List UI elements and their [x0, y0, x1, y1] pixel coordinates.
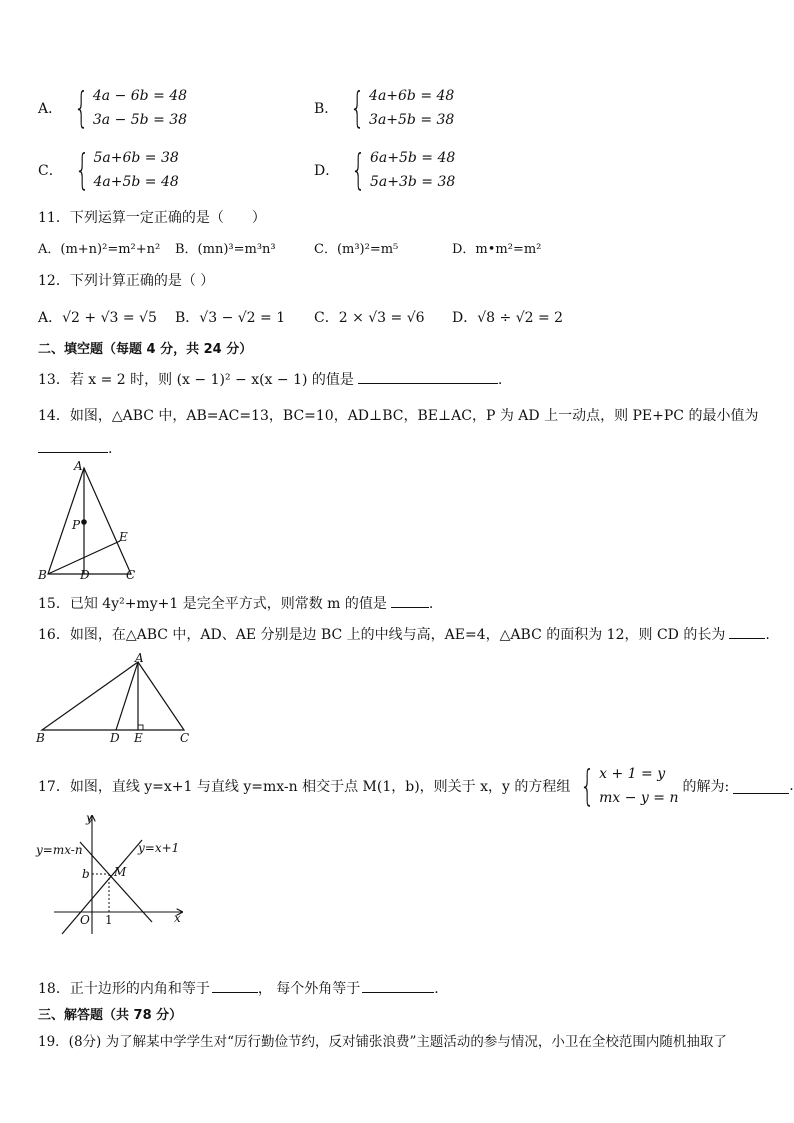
q11-option-b: B．(mn)³=m³n³	[175, 242, 276, 257]
triangle-abc	[42, 662, 184, 730]
q16	[38, 624, 770, 644]
label-m: M	[114, 865, 127, 879]
q14-answer	[38, 438, 112, 457]
brace-icon: {	[350, 83, 366, 132]
q12-option-a-expr: √2 + √3 = √5	[62, 310, 157, 326]
label-a: A	[135, 652, 144, 665]
q11-option-c: C．(m³)²=m⁵	[314, 242, 399, 257]
q12-option-c-label: C．	[314, 310, 339, 326]
q13	[38, 369, 502, 389]
q10-d-eq2: 5a+3b = 38	[369, 174, 456, 190]
label-c: C	[180, 731, 190, 745]
q10-b-eq1: 4a+6b = 48	[369, 88, 455, 104]
origin-label: O	[80, 913, 90, 927]
q12-option-b	[175, 307, 285, 327]
q16-figure	[34, 652, 194, 746]
q14-answer-blank[interactable]	[38, 438, 108, 453]
label-d: D	[80, 568, 90, 582]
q10-option-b	[314, 84, 454, 132]
q10-option-d	[314, 146, 455, 194]
q13-text: 13．若 x = 2 时，则 (x − 1)² − x(x − 1) 的值是	[38, 372, 354, 388]
brace-icon: {	[351, 145, 366, 194]
label-b: b	[82, 867, 90, 881]
q11-option-d: D．m•m²=m²	[452, 242, 542, 257]
label-b: B	[38, 568, 47, 582]
q11-option-a: A．(m+n)²=m²+n²	[38, 242, 161, 257]
q16-answer-blank[interactable]	[729, 624, 765, 639]
q19-text: 19．(8分) 为了解某中学学生对“厉行勤俭节约，反对铺张浪费”主题活动的参与情况，小卫在全校范围内随机抽取了	[38, 1034, 727, 1050]
q18-text: 18．正十边形的内角和等于	[38, 981, 210, 997]
q14-end: .	[108, 441, 113, 457]
q12-option-b-label: B．	[175, 310, 200, 326]
section-answer-title: 三、解答题（共 78 分）	[38, 1008, 183, 1023]
q17-text: 17．如图，直线 y=x+1 与直线 y=mx-n 相交于点 M(1，b)，则关于 x，y 的方程组	[38, 779, 571, 795]
q14-text: 14．如图，△ABC 中，AB=AC=13，BC=10，AD⊥BC，BE⊥AC，P 为 AD 上一动点，则 PE+PC 的最小值为	[38, 408, 759, 424]
q10-option-a-label: A．	[38, 101, 63, 117]
q17-text-after: 的解为:	[682, 779, 730, 795]
brace-icon: {	[74, 145, 90, 194]
axis-label-x: x	[174, 911, 181, 925]
label-e: E	[134, 731, 143, 745]
q15	[38, 593, 433, 613]
q17-eq1: x + 1 = y	[599, 766, 666, 782]
q10-option-d-label: D．	[314, 163, 340, 179]
label-p: P	[72, 518, 81, 532]
section-fill-in-title: 二、填空题（每题 4 分，共 24 分）	[38, 342, 253, 357]
q16-end: .	[765, 627, 770, 643]
q12-option-d	[452, 307, 563, 327]
label-a: A	[74, 459, 83, 473]
triangle-abc	[48, 468, 131, 574]
q10-d-eq1: 6a+5b = 48	[369, 150, 456, 166]
q10-a-eq1: 4a − 6b = 48	[92, 88, 188, 104]
q10-option-c-label: C．	[38, 163, 63, 179]
q15-answer-blank[interactable]	[391, 593, 429, 608]
q13-answer-blank[interactable]	[358, 369, 498, 384]
q12-option-a-label: A．	[38, 310, 63, 326]
q12-stem: 12．下列计算正确的是（ ）	[38, 273, 215, 289]
q10-option-a	[38, 84, 187, 132]
q18-answer-blank-1[interactable]	[212, 978, 258, 993]
q14-figure	[34, 458, 142, 584]
right-angle-icon	[138, 725, 143, 730]
q17-figure	[34, 810, 194, 938]
q10-option-c	[38, 146, 179, 194]
q12-option-d-expr: √8 ÷ √2 = 2	[477, 310, 564, 326]
q15-text: 15．已知 4y²+my+1 是完全平方式，则常数 m 的值是	[38, 596, 387, 612]
q18	[38, 978, 439, 998]
q17-answer-blank[interactable]	[733, 779, 789, 794]
q10-a-eq2: 3a − 5b = 38	[92, 112, 188, 128]
q10-c-eq1: 5a+6b = 38	[93, 150, 179, 166]
axis-label-y: y	[86, 811, 93, 825]
q12-option-d-label: D．	[452, 310, 478, 326]
q13-end: .	[497, 372, 503, 388]
line-label-mx-n: y=mx-n	[36, 843, 83, 857]
q12-option-a	[38, 307, 157, 327]
q16-text: 16．如图，在△ABC 中，AD、AE 分别是边 BC 上的中线与高，AE=4，△ABC 的面积为 12，则 CD 的长为	[38, 627, 726, 643]
q17-end: .	[789, 778, 794, 794]
label-d: D	[110, 731, 120, 745]
q11-stem: 11．下列运算一定正确的是（ ）	[38, 210, 266, 226]
q15-end: .	[428, 596, 434, 612]
q10-option-b-label: B．	[314, 101, 339, 117]
q12-option-c	[314, 307, 425, 327]
line-label-x-plus-1: y=x+1	[138, 841, 180, 855]
q12-option-c-expr: 2 × √3 = √6	[338, 310, 425, 326]
brace-icon: {	[580, 761, 596, 810]
q18-text-mid: ， 每个外角等于	[257, 981, 361, 997]
q10-c-eq2: 4a+5b = 48	[93, 174, 179, 190]
label-c: C	[126, 568, 136, 582]
q18-answer-blank-2[interactable]	[362, 978, 434, 993]
q18-end: .	[434, 981, 439, 997]
q12-option-b-expr: √3 − √2 = 1	[199, 310, 286, 326]
label-e: E	[119, 530, 128, 544]
q10-b-eq2: 3a+5b = 38	[369, 112, 455, 128]
q17-eq2: mx − y = n	[599, 790, 679, 806]
q17	[38, 762, 794, 810]
tick-label-1: 1	[105, 913, 113, 927]
label-b: B	[36, 731, 45, 745]
median-ad	[116, 662, 138, 730]
brace-icon: {	[74, 83, 89, 132]
point-p	[81, 519, 87, 525]
